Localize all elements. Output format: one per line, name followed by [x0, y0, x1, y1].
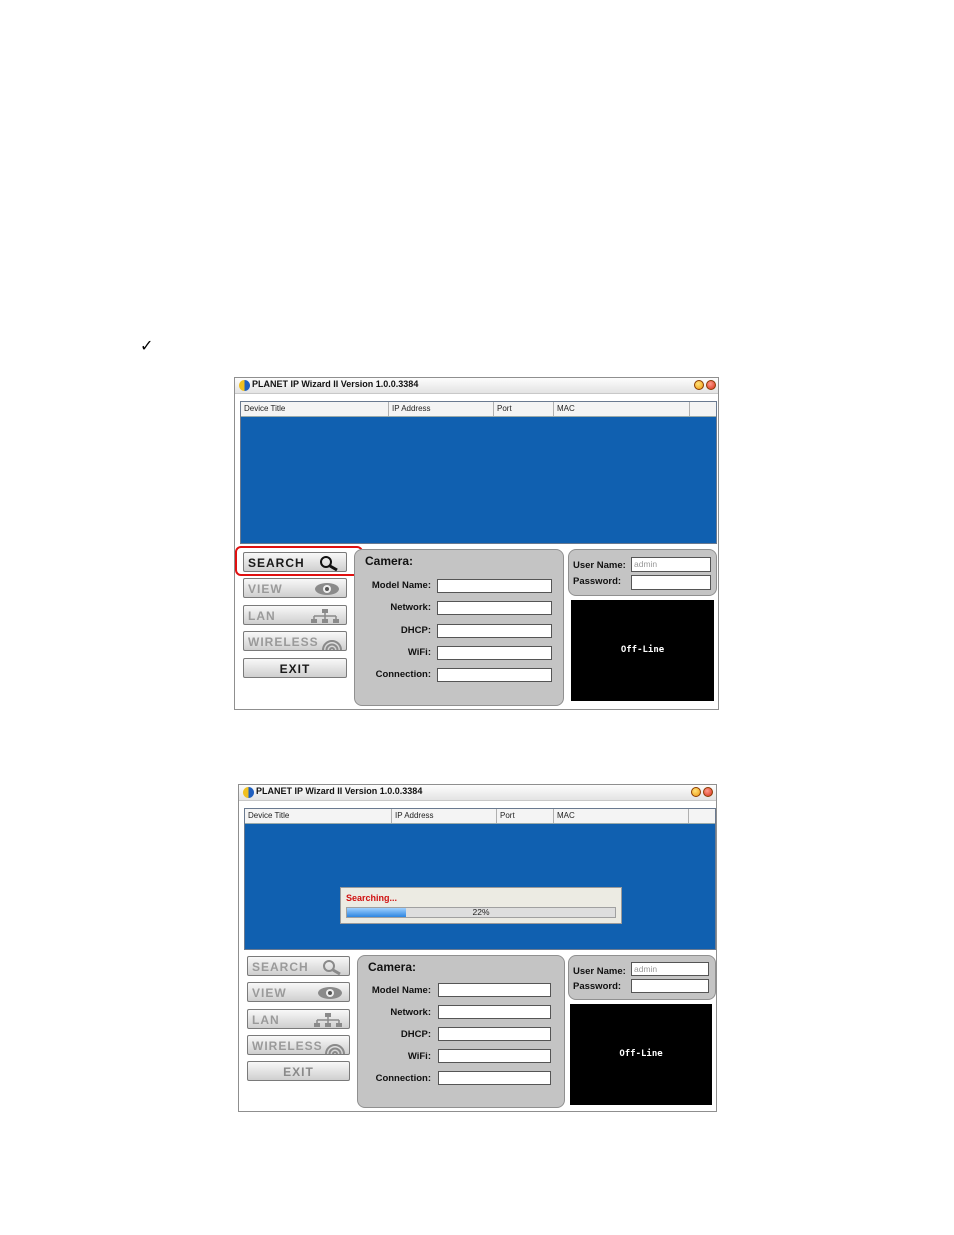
- column-port[interactable]: Port: [497, 809, 554, 823]
- network-icon: [313, 1012, 343, 1028]
- column-extra: [689, 809, 715, 823]
- minimize-button[interactable]: [694, 380, 704, 390]
- exit-button-label: EXIT: [279, 662, 311, 676]
- wireless-button-label: WIRELESS: [248, 635, 319, 649]
- password-label: Password:: [573, 576, 622, 587]
- offline-status: Off-Line: [620, 644, 665, 655]
- close-button[interactable]: [703, 787, 713, 797]
- searching-label: Searching...: [346, 893, 398, 903]
- network-icon: [310, 608, 340, 624]
- eye-icon: [317, 985, 343, 1001]
- login-panel: [568, 955, 716, 1000]
- title-bar: [239, 785, 716, 801]
- connection-field: [438, 1071, 551, 1085]
- window-title: PLANET IP Wizard II Version 1.0.0.3384: [256, 786, 423, 796]
- eye-icon: [314, 581, 340, 597]
- video-preview: [570, 1004, 712, 1105]
- wifi-field: [438, 1049, 551, 1063]
- minimize-button[interactable]: [691, 787, 701, 797]
- column-device-title[interactable]: Device Title: [241, 402, 389, 416]
- connection-field: [437, 668, 552, 682]
- checkmark: ✓: [140, 336, 154, 355]
- dhcp-field: [437, 624, 552, 638]
- login-panel: [568, 549, 717, 596]
- wireless-button[interactable]: [247, 1035, 350, 1055]
- user-name-label: User Name:: [573, 966, 626, 977]
- exit-button[interactable]: [243, 658, 347, 678]
- model-name-field: [438, 983, 551, 997]
- password-input[interactable]: [631, 575, 711, 590]
- planet-logo-icon: [239, 380, 250, 391]
- title-bar: [235, 378, 718, 394]
- exit-button[interactable]: [247, 1061, 350, 1081]
- password-input[interactable]: [631, 979, 709, 993]
- column-device-title[interactable]: Device Title: [245, 809, 392, 823]
- dhcp-label: DHCP:: [400, 1029, 431, 1040]
- network-field: [437, 601, 552, 615]
- magnifier-icon: [321, 959, 343, 975]
- video-preview: [571, 600, 714, 701]
- camera-title: Camera:: [365, 554, 414, 568]
- search-button-label: SEARCH: [252, 960, 309, 974]
- camera-title: Camera:: [368, 960, 417, 974]
- user-name-input[interactable]: admin: [631, 962, 709, 976]
- user-name-label: User Name:: [573, 560, 626, 571]
- search-button-highlight: [235, 546, 363, 576]
- progress-percent: 22%: [472, 907, 490, 917]
- wireless-button-label: WIRELESS: [252, 1039, 323, 1053]
- device-list[interactable]: [244, 808, 716, 950]
- wifi-field: [437, 646, 552, 660]
- camera-panel: [354, 549, 564, 706]
- search-progress-dialog: [340, 887, 622, 924]
- lan-button-label: LAN: [252, 1013, 280, 1027]
- user-name-input[interactable]: admin: [631, 557, 711, 572]
- progress-bar: [346, 907, 616, 918]
- view-button-label: VIEW: [252, 986, 287, 1000]
- wifi-label: WiFi:: [407, 647, 431, 658]
- column-ip-address[interactable]: IP Address: [392, 809, 497, 823]
- connection-label: Connection:: [375, 669, 431, 680]
- view-button-label: VIEW: [248, 582, 283, 596]
- wifi-signal-icon: [323, 1038, 347, 1054]
- wifi-signal-icon: [320, 634, 344, 650]
- model-name-label: Model Name:: [371, 985, 431, 996]
- column-mac[interactable]: MAC: [554, 402, 690, 416]
- network-label: Network:: [390, 602, 431, 613]
- wifi-label: WiFi:: [407, 1051, 431, 1062]
- window-title: PLANET IP Wizard II Version 1.0.0.3384: [252, 379, 419, 389]
- view-button[interactable]: [243, 578, 347, 598]
- offline-status: Off-Line: [619, 1048, 663, 1059]
- ip-wizard-window-2: [238, 784, 717, 1112]
- column-mac[interactable]: MAC: [554, 809, 689, 823]
- ip-wizard-window-1: [234, 377, 719, 710]
- model-name-field: [437, 579, 552, 593]
- connection-label: Connection:: [375, 1073, 431, 1084]
- close-button[interactable]: [706, 380, 716, 390]
- device-list[interactable]: [240, 401, 717, 544]
- model-name-label: Model Name:: [371, 580, 431, 591]
- search-button[interactable]: [247, 956, 350, 976]
- lan-button[interactable]: [243, 605, 347, 625]
- password-label: Password:: [573, 981, 622, 992]
- device-list-header: [245, 809, 715, 824]
- network-field: [438, 1005, 551, 1019]
- lan-button[interactable]: [247, 1009, 350, 1029]
- search-button-label: SEARCH: [248, 556, 305, 570]
- column-port[interactable]: Port: [494, 402, 554, 416]
- dhcp-field: [438, 1027, 551, 1041]
- lan-button-label: LAN: [248, 609, 276, 623]
- network-label: Network:: [390, 1007, 431, 1018]
- planet-logo-icon: [243, 787, 254, 798]
- device-list-header: [241, 402, 716, 417]
- exit-button-label: EXIT: [283, 1065, 314, 1079]
- column-extra: [690, 402, 716, 416]
- column-ip-address[interactable]: IP Address: [389, 402, 494, 416]
- camera-panel: [357, 955, 565, 1108]
- view-button[interactable]: [247, 982, 350, 1002]
- dhcp-label: DHCP:: [400, 625, 431, 636]
- wireless-button[interactable]: [243, 631, 347, 651]
